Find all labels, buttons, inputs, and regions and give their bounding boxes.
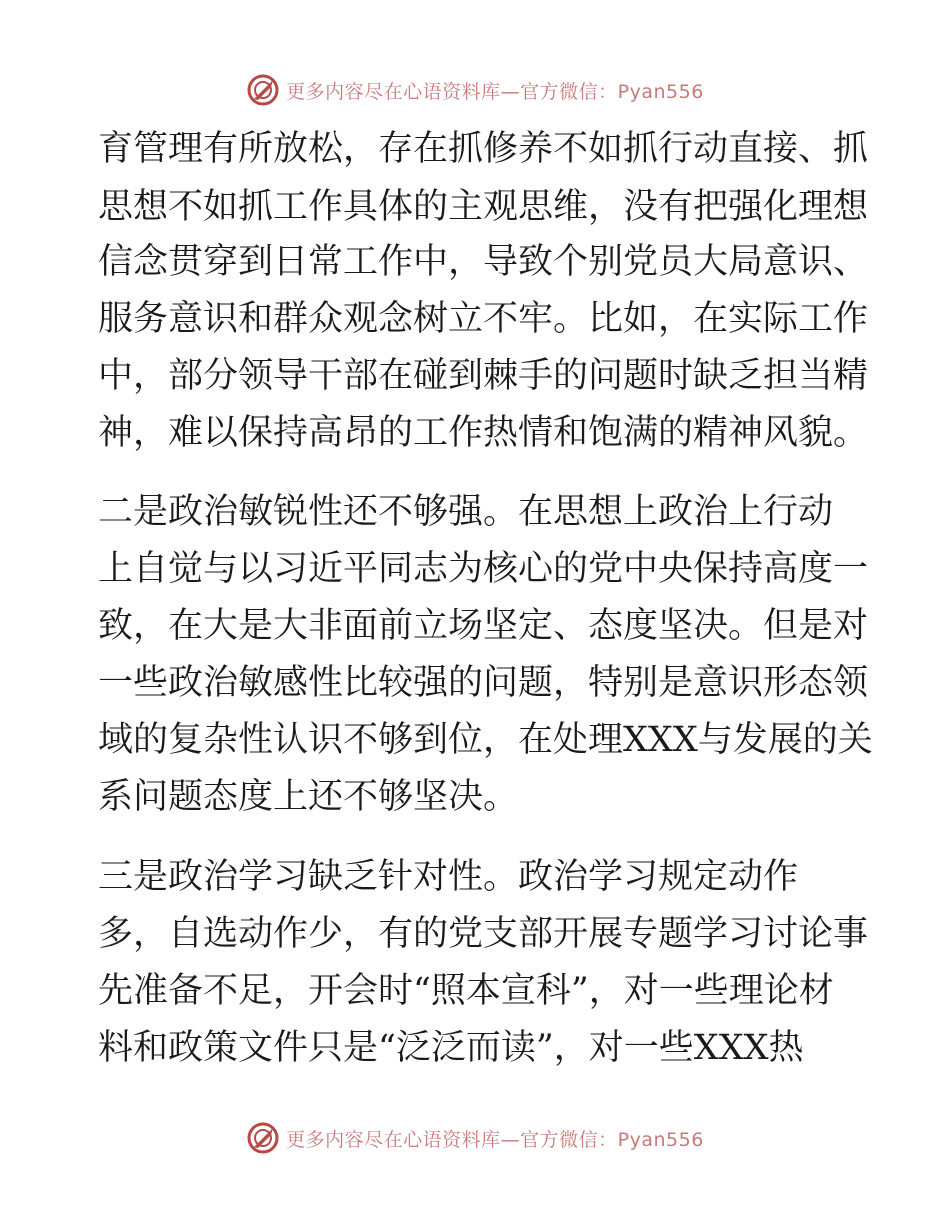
- text-line: 料和政策文件只是“泛泛而读”，对一些XXX热: [98, 1028, 804, 1068]
- text-line: 先准备不足，开会时“照本宣科”，对一些理论材: [98, 971, 834, 1011]
- text-line: 思想不如抓工作具体的主观思维，没有把强化理想: [98, 187, 869, 227]
- text-line: 育管理有所放松，存在抓修养不如抓行动直接、抓: [98, 129, 869, 169]
- text-line: 信念贯穿到日常工作中，导致个别党员大局意识、: [98, 242, 869, 282]
- text-line: 神，难以保持高昂的工作热情和饱满的精神风貌。: [98, 413, 869, 453]
- text-line: 中，部分领导干部在碰到棘手的问题时缺乏担当精: [98, 356, 869, 396]
- text-line: 服务意识和群众观念树立不牢。比如，在实际工作: [98, 299, 869, 339]
- text-line: 三是政治学习缺乏针对性。政治学习规定动作: [98, 857, 799, 897]
- text-line: 致，在大是大非面前立场坚定、态度坚决。但是对: [98, 606, 869, 646]
- text-line: 多，自选动作少，有的党支部开展专题学习讨论事: [98, 914, 869, 954]
- text-line: 上自觉与以习近平同志为核心的党中央保持高度一: [98, 549, 869, 589]
- text-line: 域的复杂性认识不够到位，在处理XXX与发展的关: [98, 720, 873, 760]
- header-banner-text: 更多内容尽在心语资料库—官方微信：Pyan556: [286, 80, 704, 103]
- text-line: 二是政治敏锐性还不够强。在思想上政治上行动: [98, 492, 834, 532]
- footer-banner-text: 更多内容尽在心语资料库—官方微信：Pyan556: [286, 1128, 704, 1151]
- footer-banner: [0, 1118, 950, 1158]
- text-line: 一些政治敏感性比较强的问题，特别是意识形态领: [98, 663, 869, 703]
- logo-icon: [246, 1121, 280, 1155]
- text-line: 系问题态度上还不够坚决。: [98, 777, 519, 817]
